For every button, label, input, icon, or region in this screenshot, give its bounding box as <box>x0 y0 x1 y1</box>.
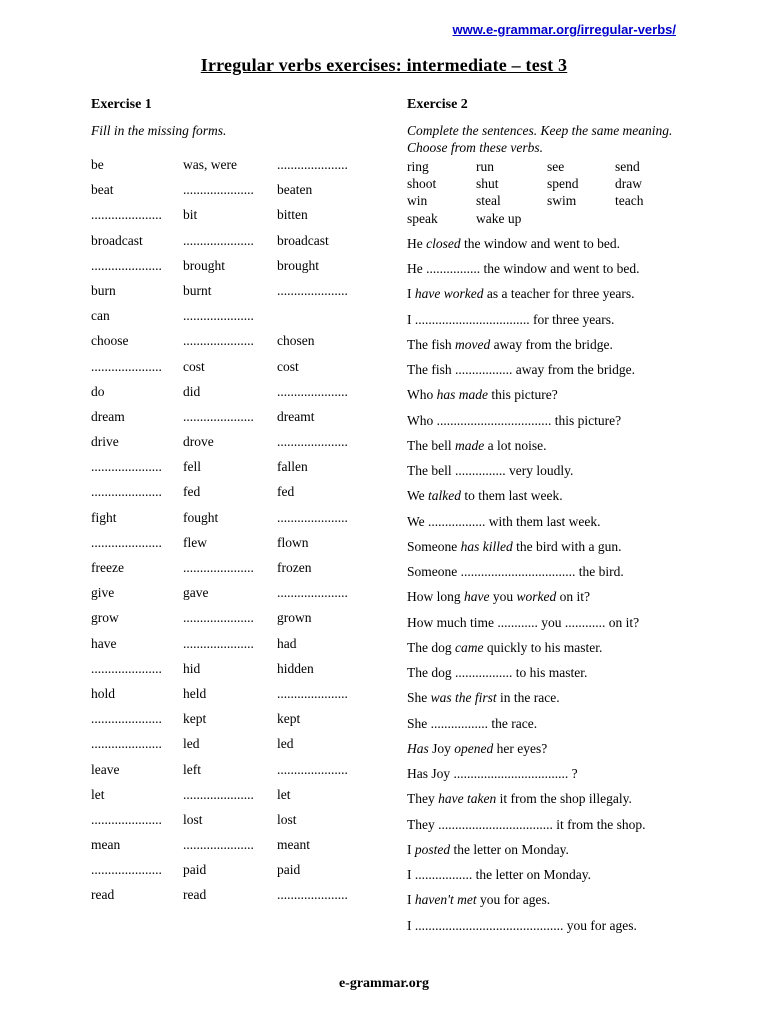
sentence-text: as a teacher for three years. <box>483 286 635 302</box>
verb-row <box>91 152 371 177</box>
sentence-text: her eyes? <box>493 740 548 756</box>
verb-row <box>91 706 371 731</box>
highlighted-verb: made <box>454 437 485 453</box>
highlighted-verb: Has <box>407 740 429 756</box>
gap-sentence[interactable] <box>407 458 687 483</box>
sentence-text: The dog ................. to his master. <box>407 665 588 681</box>
past-simple-cell[interactable]: ..................... <box>183 308 254 324</box>
past-participle-cell: brought <box>277 257 319 273</box>
sentence-text: He <box>407 235 427 251</box>
verb-bank-item: ring <box>407 159 429 174</box>
gap-sentence[interactable] <box>407 660 687 685</box>
exercise-2 <box>407 96 687 938</box>
verb-row <box>91 404 371 429</box>
page-title: Irregular verbs exercises: intermediate – test 3 <box>200 55 568 75</box>
past-simple-cell: gave <box>183 585 209 601</box>
sentence-text: I <box>407 892 415 908</box>
sentence-text: on it? <box>556 589 590 605</box>
base-form-cell: hold <box>91 685 116 701</box>
base-form-cell: broadcast <box>91 232 143 248</box>
verb-bank-item: spend <box>547 176 579 192</box>
verb-bank-item: swim <box>547 193 577 209</box>
verb-bank-item: draw <box>615 176 642 192</box>
past-simple-cell: fell <box>183 459 201 475</box>
sentence-text: you for ages. <box>476 892 551 908</box>
verb-bank-item: send <box>615 159 640 174</box>
verb-bank-item: win <box>407 193 428 209</box>
past-simple-cell: flew <box>183 534 207 550</box>
sentence-text: How much time ............ you ............ on it? <box>407 614 640 630</box>
past-simple-cell[interactable]: ..................... <box>183 232 254 248</box>
model-sentence <box>407 685 687 710</box>
past-simple-cell: lost <box>183 811 203 827</box>
verb-forms-table <box>91 152 371 908</box>
base-form-cell: burn <box>91 282 116 298</box>
past-simple-cell: fought <box>183 509 219 525</box>
past-participle-cell[interactable]: ..................... <box>277 434 348 450</box>
model-sentence <box>407 433 687 458</box>
exercise-2-title: Exercise 2 <box>407 97 468 112</box>
highlighted-verb: posted <box>414 841 451 857</box>
highlighted-verb: talked <box>428 488 462 504</box>
past-participle-cell: meant <box>277 837 310 853</box>
past-participle-cell <box>277 303 371 328</box>
past-simple-cell: paid <box>183 862 207 878</box>
sentence-text: quickly to his master. <box>483 639 603 655</box>
base-form-cell: do <box>91 383 105 399</box>
sentence-text: the window and went to bed. <box>460 235 620 251</box>
past-participle-cell: fallen <box>277 459 308 475</box>
sentence-text: We ................. with them last week. <box>407 513 601 529</box>
verb-row <box>91 278 371 303</box>
verb-row <box>91 303 371 328</box>
verb-row <box>91 530 371 555</box>
base-form-cell: beat <box>91 182 114 198</box>
sentence-text: Who <box>407 387 437 403</box>
past-participle-cell: beaten <box>277 182 313 198</box>
model-sentence <box>407 231 687 256</box>
verb-bank-item: shut <box>476 176 499 192</box>
past-participle-cell[interactable]: ..................... <box>277 585 348 601</box>
base-form-cell: drive <box>91 434 119 450</box>
sentence-text: you <box>489 589 517 605</box>
past-simple-cell: read <box>183 887 207 903</box>
base-form-cell[interactable]: ..................... <box>91 711 162 727</box>
sentence-text: to them last week. <box>461 488 563 504</box>
sentence-text: away from the bridge. <box>490 336 613 352</box>
verb-row <box>91 757 371 782</box>
past-simple-cell[interactable]: ..................... <box>183 182 254 198</box>
past-participle-cell: chosen <box>277 333 315 349</box>
verb-row <box>91 882 371 907</box>
base-form-cell[interactable]: ..................... <box>91 484 162 500</box>
gap-sentence[interactable] <box>407 913 687 938</box>
model-sentence <box>407 635 687 660</box>
base-form-cell[interactable]: ..................... <box>91 736 162 752</box>
past-participle-cell: dreamt <box>277 408 315 424</box>
past-participle-cell: hidden <box>277 660 314 676</box>
sentence-text: The bell <box>407 437 455 453</box>
base-form-cell: leave <box>91 761 120 777</box>
sentence-text: The bell ............... very loudly. <box>407 463 574 479</box>
sentence-text: The dog <box>407 639 455 655</box>
past-simple-cell: brought <box>183 257 225 273</box>
past-participle-cell: grown <box>277 610 312 626</box>
base-form-cell: choose <box>91 333 129 349</box>
verb-row <box>91 505 371 530</box>
base-form-cell: let <box>91 786 105 802</box>
past-participle-cell[interactable]: ..................... <box>277 761 348 777</box>
past-simple-cell: kept <box>183 711 207 727</box>
verb-row <box>91 782 371 807</box>
verb-bank-item: wake up <box>476 210 522 226</box>
past-simple-cell[interactable]: ..................... <box>183 786 254 802</box>
exercise-1-instruction: Fill in the missing forms. <box>91 123 227 138</box>
sentence-text: Joy <box>428 740 455 756</box>
base-form-cell[interactable]: ..................... <box>91 811 162 827</box>
past-participle-cell: broadcast <box>277 232 329 248</box>
base-form-cell[interactable]: ..................... <box>91 207 162 223</box>
past-participle-cell[interactable]: ..................... <box>277 685 348 701</box>
sentence-text: a lot noise. <box>484 437 547 453</box>
verb-row <box>91 605 371 630</box>
highlighted-verb: closed <box>426 235 461 251</box>
sentence-text: the letter on Monday. <box>450 841 569 857</box>
highlighted-verb: have worked <box>414 286 484 302</box>
base-form-cell: have <box>91 635 117 651</box>
past-simple-cell: hid <box>183 660 201 676</box>
verb-row <box>91 731 371 756</box>
base-form-cell[interactable]: ..................... <box>91 358 162 374</box>
verb-bank-item: steal <box>476 193 501 209</box>
past-participle-cell[interactable]: ..................... <box>277 383 348 399</box>
base-form-cell: fight <box>91 509 117 525</box>
exercise-1-title: Exercise 1 <box>91 97 152 112</box>
verb-bank-item: run <box>476 159 494 174</box>
sentence-text: How long <box>407 589 464 605</box>
highlighted-verb: worked <box>516 589 557 605</box>
verb-bank-item: teach <box>615 193 644 209</box>
past-simple-cell[interactable]: ..................... <box>183 610 254 626</box>
sentence-text: I <box>407 841 415 857</box>
past-simple-cell[interactable]: ..................... <box>183 333 254 349</box>
past-simple-cell[interactable]: ..................... <box>183 837 254 853</box>
past-simple-cell: drove <box>183 434 214 450</box>
sentence-text: They .................................. it from the shop. <box>407 816 646 832</box>
model-sentence <box>407 736 687 761</box>
verb-bank-item <box>615 210 685 227</box>
base-form-cell: mean <box>91 837 121 853</box>
highlighted-verb: have taken <box>438 791 497 807</box>
exercise-2-instruction: Complete the sentences. Keep the same meaning. Choose from these verbs. <box>407 123 673 155</box>
past-participle-cell: paid <box>277 862 301 878</box>
gap-sentence[interactable] <box>407 711 687 736</box>
gap-sentence[interactable] <box>407 509 687 534</box>
past-participle-cell: led <box>277 736 294 752</box>
highlighted-verb: opened <box>454 740 494 756</box>
highlighted-verb: have <box>464 589 490 605</box>
base-form-cell[interactable]: ..................... <box>91 459 162 475</box>
sentence-text: this picture? <box>488 387 558 403</box>
model-sentence <box>407 483 687 508</box>
past-simple-cell[interactable]: ..................... <box>183 560 254 575</box>
highlighted-verb: was the first <box>430 690 497 706</box>
past-participle-cell: fed <box>277 484 295 500</box>
verb-bank-item: see <box>547 159 565 174</box>
past-participle-cell: lost <box>277 811 297 827</box>
sentence-text: I <box>407 286 415 302</box>
base-form-cell[interactable]: ..................... <box>91 534 162 550</box>
sentence-text: They <box>407 791 439 807</box>
past-simple-cell: was, were <box>183 157 237 172</box>
verb-row <box>91 354 371 379</box>
base-form-cell: be <box>91 157 104 172</box>
gap-sentence[interactable] <box>407 862 687 887</box>
sentence-text: Someone <box>407 538 461 554</box>
verb-row <box>91 631 371 656</box>
base-form-cell: give <box>91 585 115 601</box>
highlighted-verb: came <box>455 639 484 655</box>
source-url-link[interactable]: www.e-grammar.org/irregular-verbs/ <box>452 22 676 37</box>
verb-row <box>91 429 371 454</box>
past-participle-cell[interactable]: ..................... <box>277 887 348 903</box>
model-sentence <box>407 534 687 559</box>
gap-sentence[interactable] <box>407 357 687 382</box>
past-participle-cell[interactable]: ..................... <box>277 509 348 525</box>
base-form-cell: freeze <box>91 560 124 575</box>
gap-sentence[interactable] <box>407 559 687 584</box>
verb-row <box>91 656 371 681</box>
verb-row <box>91 555 371 580</box>
past-participle-cell: frozen <box>277 560 312 575</box>
past-participle-cell: kept <box>277 711 301 727</box>
sentence-text: She <box>407 690 431 706</box>
verb-row <box>91 253 371 278</box>
sentence-text: She ................. the race. <box>407 715 538 731</box>
verb-row <box>91 479 371 504</box>
model-sentence <box>407 382 687 407</box>
sentence-text: We <box>407 488 429 504</box>
verb-row <box>91 228 371 253</box>
verb-row <box>91 807 371 832</box>
past-simple-cell[interactable]: ..................... <box>183 635 254 651</box>
model-sentence <box>407 281 687 306</box>
verb-row <box>91 328 371 353</box>
model-sentence <box>407 887 687 912</box>
gap-sentence[interactable] <box>407 812 687 837</box>
base-form-cell: read <box>91 887 115 903</box>
past-simple-cell: held <box>183 685 207 701</box>
base-form-cell: grow <box>91 610 119 626</box>
past-participle-cell: cost <box>277 358 299 374</box>
past-participle-cell: bitten <box>277 207 308 223</box>
past-simple-cell[interactable]: ..................... <box>183 408 254 424</box>
past-simple-cell: led <box>183 736 200 752</box>
verb-bank <box>407 158 687 227</box>
verb-bank-item <box>547 210 615 227</box>
past-participle-cell: let <box>277 786 291 802</box>
exercise-1 <box>91 96 371 908</box>
verb-row <box>91 857 371 882</box>
gap-sentence[interactable] <box>407 307 687 332</box>
past-simple-cell: cost <box>183 358 205 374</box>
gap-sentence[interactable] <box>407 256 687 281</box>
model-sentence <box>407 584 687 609</box>
past-participle-cell: had <box>277 635 297 651</box>
verb-row <box>91 177 371 202</box>
verb-row <box>91 681 371 706</box>
gap-sentence[interactable] <box>407 610 687 635</box>
sentence-text: Has Joy .................................. ? <box>407 766 578 782</box>
model-sentence <box>407 332 687 357</box>
highlighted-verb: haven't met <box>414 892 477 908</box>
base-form-cell[interactable]: ..................... <box>91 257 162 273</box>
past-simple-cell: did <box>183 383 201 399</box>
verb-bank-item: speak <box>407 210 438 226</box>
highlighted-verb: has killed <box>460 538 513 554</box>
past-participle-cell[interactable]: ..................... <box>277 157 348 172</box>
sentence-text: I ............................................ you for ages. <box>407 917 637 933</box>
past-simple-cell: left <box>183 761 201 777</box>
footer-site-name: e-grammar.org <box>338 976 430 991</box>
model-sentence <box>407 837 687 862</box>
verb-row <box>91 580 371 605</box>
verb-row <box>91 454 371 479</box>
past-simple-cell: burnt <box>183 282 212 298</box>
sentence-text: Someone .................................. the bird. <box>407 564 624 580</box>
past-participle-cell: flown <box>277 534 309 550</box>
past-participle-cell[interactable]: ..................... <box>277 282 348 298</box>
sentence-text: The fish <box>407 336 455 352</box>
past-simple-cell: bit <box>183 207 198 223</box>
verb-row <box>91 832 371 857</box>
sentence-text: I ................. the letter on Monday. <box>407 867 591 883</box>
highlighted-verb: has made <box>436 387 488 403</box>
highlighted-verb: moved <box>455 336 491 352</box>
sentence-text: I .................................. for three years. <box>407 311 615 327</box>
base-form-cell[interactable]: ..................... <box>91 862 162 878</box>
model-sentence <box>407 786 687 811</box>
base-form-cell: can <box>91 308 110 324</box>
sentence-text: Who .................................. this picture? <box>407 412 622 428</box>
verb-row <box>91 202 371 227</box>
sentence-text: it from the shop illegaly. <box>496 791 632 807</box>
sentence-text: He ................ the window and went to bed. <box>407 261 640 277</box>
sentence-text: the bird with a gun. <box>512 538 622 554</box>
sentence-text: The fish ................. away from the bridge. <box>407 362 635 378</box>
sentence-list <box>407 231 687 938</box>
gap-sentence[interactable] <box>407 761 687 786</box>
gap-sentence[interactable] <box>407 408 687 433</box>
base-form-cell[interactable]: ..................... <box>91 660 162 676</box>
verb-row <box>91 379 371 404</box>
sentence-text: in the race. <box>496 690 560 706</box>
past-simple-cell: fed <box>183 484 201 500</box>
verb-bank-item: shoot <box>407 176 437 192</box>
base-form-cell: dream <box>91 408 125 424</box>
